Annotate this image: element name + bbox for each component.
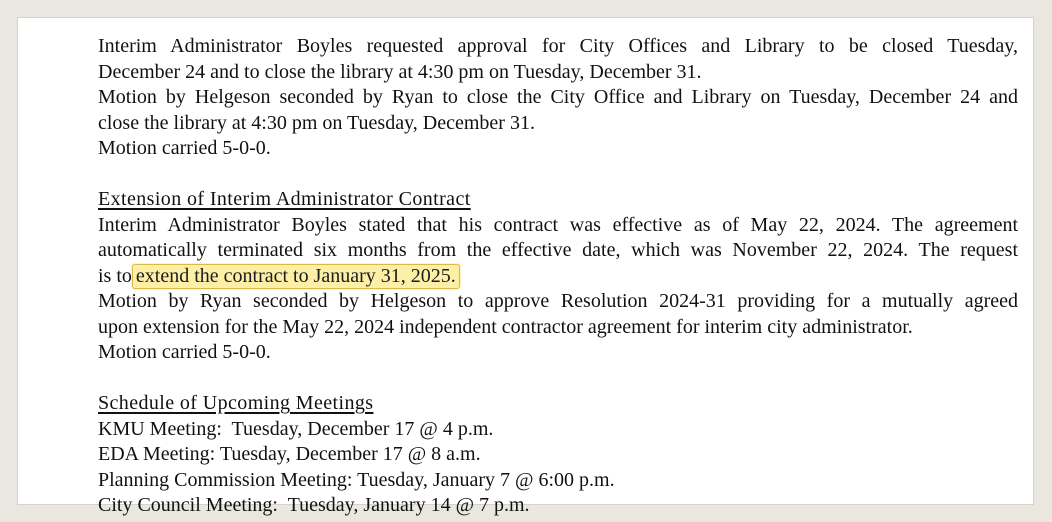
council-meeting-text: City Council Meeting: Tuesday, January 14 @ 7 p.m. [98, 494, 530, 516]
paragraph-line [98, 213, 1018, 239]
paragraph-line [98, 340, 1018, 366]
closure-motion-result: Motion carried 5-0-0. [98, 137, 271, 159]
paragraph-line [98, 238, 1018, 264]
meeting-item [98, 442, 1018, 468]
paragraph-line [98, 60, 1018, 86]
meeting-item [98, 417, 1018, 443]
extension-statement-text: Interim Administrator Boyles stated that his contract was effective as of May 22, 2024. The agreement [98, 213, 1018, 236]
meeting-item [98, 493, 1018, 519]
paragraph-spacer [98, 162, 1018, 188]
section-heading-line [98, 187, 1018, 213]
paragraph-line [98, 289, 1018, 315]
eda-meeting-text: EDA Meeting: Tuesday, December 17 @ 8 a.m. [98, 443, 481, 465]
extension-motion-result: Motion carried 5-0-0. [98, 341, 271, 363]
paragraph-spacer [98, 366, 1018, 392]
kmu-meeting-text: KMU Meeting: Tuesday, December 17 @ 4 p.m. [98, 417, 494, 440]
closure-request-text-cont: December 24 and to close the library at 4:30 pm on Tuesday, December 31. [98, 60, 702, 83]
paragraph-line [98, 34, 1018, 60]
closure-request-text: Interim Administrator Boyles requested approval for City Offices and Library to be closed Tuesday, [98, 35, 1018, 57]
section-heading-line [98, 391, 1018, 417]
highlighted-text[interactable]: extend the contract to January 31, 2025. [132, 264, 460, 289]
extension-section-heading: Extension of Interim Administrator Contract [98, 188, 471, 210]
meeting-item [98, 468, 1018, 494]
extension-request-prefix: is to [98, 264, 132, 287]
extension-motion-text: Motion by Ryan seconded by Helgeson to approve Resolution 2024-31 providing for a mutually agreed [98, 290, 1018, 312]
document-body [98, 34, 1018, 519]
paragraph-line [98, 264, 1018, 290]
document-page [17, 17, 1034, 516]
closure-motion-text: Motion by Helgeson seconded by Ryan to close the City Office and Library on Tuesday, December 24 and [98, 86, 1018, 108]
closure-motion-text-cont: close the library at 4:30 pm on Tuesday, December 31. [98, 111, 535, 134]
planning-meeting-text: Planning Commission Meeting: Tuesday, January 7 @ 6:00 p.m. [98, 468, 615, 491]
paragraph-line [98, 111, 1018, 137]
paragraph-line [98, 136, 1018, 162]
meetings-section-heading: Schedule of Upcoming Meetings [98, 392, 374, 414]
extension-motion-text-cont: upon extension for the May 22, 2024 independent contractor agreement for interim city administrator. [98, 315, 913, 338]
paragraph-line [98, 315, 1018, 341]
extension-statement-text-cont: automatically terminated six months from the effective date, which was November 22, 2024. The request [98, 239, 1018, 261]
paragraph-line [98, 85, 1018, 111]
